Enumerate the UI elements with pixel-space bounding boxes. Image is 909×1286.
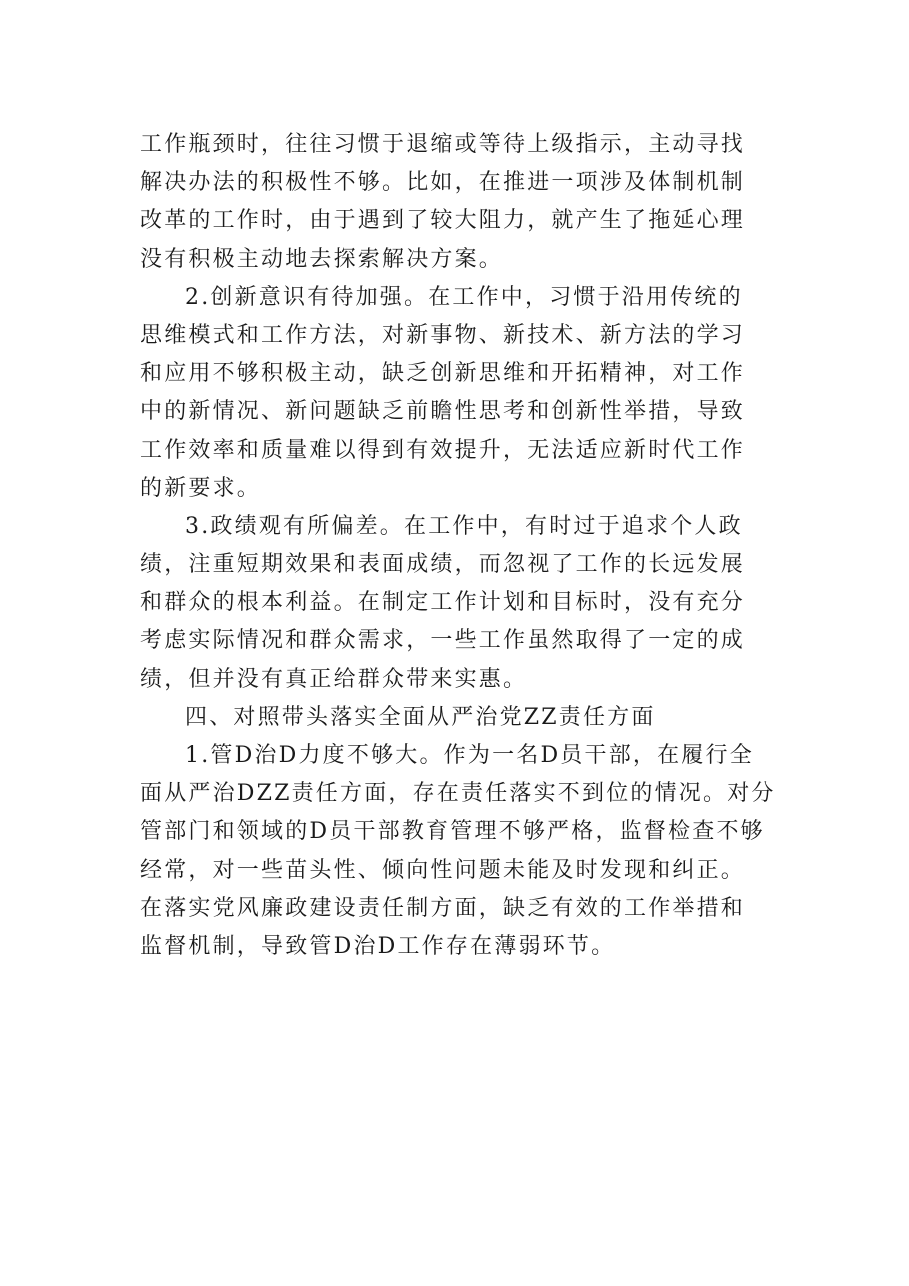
- paragraph-line: 思维模式和工作方法，对新事物、新技术、新方法的学习: [140, 322, 746, 348]
- paragraph-line: 考虑实际情况和群众需求，一些工作虽然取得了一定的成: [140, 628, 746, 654]
- paragraph-line: 绩，但并没有真正给群众带来实惠。: [140, 666, 528, 692]
- paragraph-line: 和群众的根本利益。在制定工作计划和目标时，没有充分: [140, 590, 746, 616]
- paragraph-line: 没有积极主动地去探索解决方案。: [140, 246, 504, 272]
- paragraph-line: 改革的工作时，由于遇到了较大阻力，就产生了拖延心理: [140, 208, 746, 234]
- paragraph-line: 在落实党风廉政建设责任制方面，缺乏有效的工作举措和: [140, 895, 746, 921]
- paragraph-line: 经常，对一些苗头性、倾向性问题未能及时发现和纠正。: [140, 857, 746, 883]
- paragraph-line: 工作瓶颈时，往往习惯于退缩或等待上级指示，主动寻找: [140, 132, 746, 157]
- paragraph-line: 工作效率和质量难以得到有效提升，无法适应新时代工作: [140, 437, 746, 463]
- document-body: [140, 126, 776, 966]
- paragraph-line: 的新要求。: [140, 475, 262, 501]
- paragraph-line: 面从严治DZZ责任方面，存在责任落实不到位的情况。对分: [140, 781, 776, 807]
- paragraph-first-line: 四、对照带头落实全面从严治党ZZ责任方面: [185, 704, 656, 730]
- paragraph-first-line: 2.创新意识有待加强。在工作中，习惯于沿用传统的: [185, 284, 743, 310]
- paragraph-first-line: 1.管D治D力度不够大。作为一名D员干部，在履行全: [185, 743, 754, 768]
- paragraph-line: 中的新情况、新问题缺乏前瞻性思考和创新性举措，导致: [140, 399, 746, 425]
- paragraph-line: 解决办法的积极性不够。比如，在推进一项涉及体制机制: [140, 170, 746, 196]
- paragraph-line: 和应用不够积极主动，缺乏创新思维和开拓精神，对工作: [140, 361, 746, 387]
- paragraph-line: 管部门和领域的D员干部教育管理不够严格，监督检查不够: [140, 819, 765, 845]
- paragraph-line: 监督机制，导致管D治D工作存在薄弱环节。: [140, 933, 616, 959]
- paragraph-line: 绩，注重短期效果和表面成绩，而忽视了工作的长远发展: [140, 552, 746, 578]
- paragraph-first-line: 3.政绩观有所偏差。在工作中，有时过于追求个人政: [185, 513, 743, 539]
